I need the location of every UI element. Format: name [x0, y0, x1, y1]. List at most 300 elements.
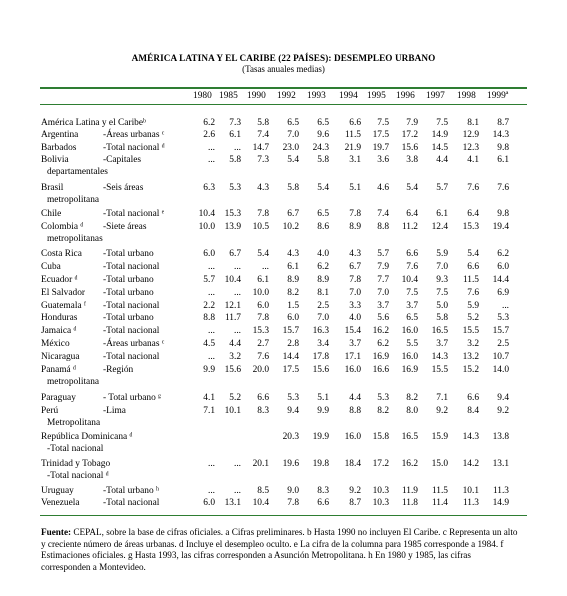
rate-cell: 5.8: [436, 313, 448, 323]
coverage-label: -Total urbano: [103, 249, 154, 259]
rate-cell: 8.9: [317, 275, 329, 285]
country-label: Barbados: [41, 143, 77, 153]
rate-cell: 24.3: [312, 143, 329, 153]
rate-cell: 4.3: [287, 249, 299, 259]
rate-cell: 7.8: [257, 313, 269, 323]
rate-cell: ...: [233, 288, 241, 298]
rate-cell: 7.0: [287, 130, 299, 140]
rate-cell: 6.6: [467, 262, 479, 272]
rate-cell: 8.7: [497, 118, 509, 128]
coverage-label: -Total nacional ᵈ: [103, 143, 165, 153]
rate-cell: 10.7: [492, 352, 509, 362]
rate-cell: 6.6: [467, 393, 479, 403]
rate-cell: 5.3: [377, 393, 389, 403]
rate-cell: 7.8: [257, 209, 269, 219]
rate-cell: 6.0: [257, 301, 269, 311]
rate-cell: 9.6: [317, 130, 329, 140]
rate-cell: 6.6: [317, 498, 329, 508]
rate-cell: 11.5: [344, 130, 361, 140]
rate-cell: 16.3: [312, 326, 329, 336]
coverage-label: -Siete áreas: [103, 222, 147, 232]
rate-cell: 4.4: [349, 393, 361, 403]
rate-cell: 5.0: [436, 301, 448, 311]
rate-cell: 5.4: [317, 183, 329, 193]
rate-cell: 14.9: [431, 130, 448, 140]
country-label: República Dominicana ᵈ: [41, 432, 133, 442]
rate-cell: 4.0: [349, 313, 361, 323]
rate-cell: 5.1: [349, 183, 361, 193]
rate-cell: 5.4: [287, 155, 299, 165]
rate-cell: 5.6: [377, 313, 389, 323]
rate-cell: 6.5: [317, 118, 329, 128]
rate-cell: 4.0: [317, 249, 329, 259]
rate-cell: 15.5: [462, 326, 479, 336]
rate-cell: 6.2: [203, 118, 215, 128]
country-label: Uruguay: [41, 486, 74, 496]
footnote-label: Fuente:: [41, 527, 72, 537]
rate-cell: 3.1: [349, 155, 361, 165]
rate-cell: 6.6: [349, 118, 361, 128]
rate-cell: 6.5: [406, 313, 418, 323]
rate-cell: 6.1: [497, 155, 509, 165]
rate-cell: ...: [207, 288, 215, 298]
rate-cell: 7.0: [349, 288, 361, 298]
rate-cell: 7.5: [377, 118, 389, 128]
rate-cell: 8.9: [349, 222, 361, 232]
rate-cell: 11.3: [462, 498, 479, 508]
rate-cell: 4.3: [257, 183, 269, 193]
rate-cell: 13.9: [224, 222, 241, 232]
rate-cell: 10.3: [372, 486, 389, 496]
coverage-label-continued: metropolitana: [47, 377, 100, 387]
rate-cell: 8.5: [257, 486, 269, 496]
rate-cell: 10.3: [372, 498, 389, 508]
rate-cell: 11.5: [431, 486, 448, 496]
rate-cell: ...: [233, 459, 241, 469]
rate-cell: 8.8: [377, 222, 389, 232]
rate-cell: 5.7: [436, 183, 448, 193]
rate-cell: 16.9: [372, 352, 389, 362]
rate-cell: 13.1: [492, 459, 509, 469]
rate-cell: 8.2: [377, 406, 389, 416]
rate-cell: 7.3: [257, 155, 269, 165]
rate-cell: 5.7: [377, 249, 389, 259]
rate-cell: 7.0: [377, 288, 389, 298]
rate-cell: 5.1: [317, 393, 329, 403]
rate-cell: 16.0: [344, 365, 361, 375]
coverage-label: -Total nacional: [103, 301, 160, 311]
rate-cell: 7.1: [436, 393, 448, 403]
rate-cell: 15.3: [252, 326, 269, 336]
country-label: Venezuela: [41, 498, 80, 508]
rate-cell: 5.8: [257, 118, 269, 128]
rate-cell: 17.2: [372, 459, 389, 469]
rate-cell: 14.9: [492, 498, 509, 508]
rate-cell: 10.5: [252, 222, 269, 232]
rate-cell: 10.1: [224, 406, 241, 416]
rate-cell: 6.1: [229, 130, 241, 140]
coverage-label-continued: metropolitanas: [47, 234, 103, 244]
rate-cell: 15.8: [372, 432, 389, 442]
coverage-label: -Total urbano: [103, 275, 154, 285]
coverage-label: -Capitales: [103, 155, 142, 165]
country-label: Argentina: [41, 130, 79, 140]
rate-cell: 6.1: [287, 262, 299, 272]
country-label: El Salvador: [41, 288, 86, 298]
rate-cell: 8.1: [467, 118, 479, 128]
rate-cell: 12.3: [462, 143, 479, 153]
footnote: [41, 527, 521, 573]
rate-cell: ...: [207, 143, 215, 153]
rate-cell: 7.8: [349, 209, 361, 219]
rate-cell: ...: [207, 326, 215, 336]
rate-cell: 7.6: [257, 352, 269, 362]
rate-cell: 4.3: [349, 249, 361, 259]
country-label: Brasil: [41, 183, 64, 193]
rate-cell: ...: [233, 326, 241, 336]
rate-cell: 6.0: [287, 313, 299, 323]
rate-cell: 19.9: [312, 432, 329, 442]
rate-cell: 6.1: [257, 275, 269, 285]
rate-cell: 14.4: [492, 275, 509, 285]
rate-cell: 7.5: [436, 118, 448, 128]
rate-cell: 11.4: [431, 498, 448, 508]
rate-cell: 5.8: [229, 155, 241, 165]
rate-cell: 11.7: [224, 313, 241, 323]
rate-cell: 7.6: [467, 288, 479, 298]
rate-cell: 6.6: [257, 393, 269, 403]
rate-cell: 9.2: [349, 486, 361, 496]
rate-cell: ...: [233, 143, 241, 153]
coverage-label-continued: -Total nacional: [47, 444, 104, 454]
rate-cell: 15.5: [431, 365, 448, 375]
rate-cell: 3.6: [377, 155, 389, 165]
rate-cell: 12.9: [462, 130, 479, 140]
rate-cell: 8.7: [349, 498, 361, 508]
rate-cell: ...: [207, 486, 215, 496]
rate-cell: 17.2: [401, 130, 418, 140]
country-label: Ecuador ᵈ: [41, 275, 78, 285]
rate-cell: 6.5: [287, 118, 299, 128]
rate-cell: 2.7: [257, 339, 269, 349]
country-label: Panamá ᵈ: [41, 365, 76, 375]
rate-cell: 2.2: [203, 301, 215, 311]
rate-cell: ...: [233, 486, 241, 496]
rate-cell: 6.4: [406, 209, 418, 219]
rate-cell: 5.3: [229, 183, 241, 193]
rate-cell: 11.9: [401, 486, 418, 496]
rate-cell: 5.5: [406, 339, 418, 349]
rate-cell: 15.7: [282, 326, 299, 336]
rate-cell: 16.9: [401, 365, 418, 375]
rate-cell: 3.2: [229, 352, 241, 362]
rate-cell: 8.4: [467, 406, 479, 416]
rate-cell: 3.7: [436, 339, 448, 349]
rate-cell: 7.6: [497, 183, 509, 193]
rate-cell: 16.6: [372, 365, 389, 375]
rate-cell: 9.0: [287, 486, 299, 496]
top-rule: [40, 87, 527, 89]
rate-cell: 5.2: [229, 393, 241, 403]
year-header-6: 1995: [367, 91, 386, 101]
coverage-label: - Total urbano ᵍ: [103, 393, 161, 403]
year-header-1: 1985: [219, 91, 238, 101]
country-label: Bolivia: [41, 155, 69, 165]
rate-cell: 19.4: [492, 222, 509, 232]
table-title: AMÉRICA LATINA Y EL CARIBE (22 PAÍSES): DESEMPLEO URBANO: [131, 53, 436, 63]
rate-cell: 7.5: [436, 288, 448, 298]
rate-cell: 7.0: [317, 313, 329, 323]
rate-cell: 14.0: [492, 365, 509, 375]
coverage-label: -Seis áreas: [103, 183, 144, 193]
rate-cell: 14.4: [282, 352, 299, 362]
rate-cell: 10.1: [462, 486, 479, 496]
rate-cell: 6.4: [467, 209, 479, 219]
rate-cell: 17.8: [312, 352, 329, 362]
rate-cell: 10.4: [198, 209, 215, 219]
rate-cell: 7.0: [436, 262, 448, 272]
country-label: México: [41, 339, 70, 349]
rate-cell: 11.8: [401, 498, 418, 508]
rate-cell: 7.9: [377, 262, 389, 272]
rate-cell: 10.0: [252, 288, 269, 298]
year-header-7: 1996: [396, 91, 415, 101]
rate-cell: 15.9: [431, 432, 448, 442]
year-header-10: 1999ª: [487, 91, 509, 101]
coverage-label: -Total nacional ᵉ: [103, 209, 165, 219]
year-header-0: 1980: [193, 91, 212, 101]
rate-cell: 8.0: [406, 406, 418, 416]
rate-cell: 16.2: [372, 326, 389, 336]
table-subtitle: (Tasas anuales medias): [242, 64, 325, 74]
rate-cell: 2.6: [203, 130, 215, 140]
rate-cell: 8.2: [287, 288, 299, 298]
coverage-label: -Total nacional: [103, 498, 160, 508]
coverage-label: -Región: [103, 365, 134, 375]
country-label: Paraguay: [41, 393, 76, 403]
rate-cell: ...: [501, 301, 509, 311]
year-header-4: 1993: [307, 91, 326, 101]
rate-cell: 10.2: [282, 222, 299, 232]
rate-cell: 4.4: [436, 155, 448, 165]
rate-cell: 8.8: [349, 406, 361, 416]
rate-cell: 5.4: [406, 183, 418, 193]
rate-cell: 15.4: [344, 326, 361, 336]
rate-cell: 5.8: [317, 155, 329, 165]
rate-cell: 7.6: [467, 183, 479, 193]
rate-cell: 21.9: [344, 143, 361, 153]
rate-cell: 8.3: [257, 406, 269, 416]
rate-cell: 15.7: [492, 326, 509, 336]
rate-cell: 4.4: [229, 339, 241, 349]
rate-cell: 4.1: [467, 155, 479, 165]
rate-cell: 12.1: [224, 301, 241, 311]
rate-cell: 10.0: [198, 222, 215, 232]
coverage-label-continued: Metropolitana: [47, 418, 101, 428]
rate-cell: ...: [207, 262, 215, 272]
rate-cell: 9.2: [497, 406, 509, 416]
rate-cell: ...: [207, 352, 215, 362]
rate-cell: 12.4: [431, 222, 448, 232]
rate-cell: 5.3: [497, 313, 509, 323]
rate-cell: 3.7: [349, 339, 361, 349]
country-label: Nicaragua: [41, 352, 80, 362]
rate-cell: 16.5: [401, 432, 418, 442]
rate-cell: 10.4: [252, 498, 269, 508]
country-label: América Latina y el Caribeᵇ: [41, 118, 146, 128]
rate-cell: 19.6: [282, 459, 299, 469]
coverage-label: -Total nacional: [103, 262, 160, 272]
rate-cell: 18.4: [344, 459, 361, 469]
coverage-label: -Total urbano ʰ: [103, 486, 159, 496]
rate-cell: 3.3: [349, 301, 361, 311]
rate-cell: 14.7: [252, 143, 269, 153]
rate-cell: 7.8: [287, 498, 299, 508]
rate-cell: 6.0: [203, 249, 215, 259]
coverage-label: -Áreas urbanas ᶜ: [103, 130, 165, 140]
country-label: Colombia ᵈ: [41, 222, 84, 232]
rate-cell: 15.2: [462, 365, 479, 375]
rate-cell: 19.7: [372, 143, 389, 153]
rate-cell: 6.0: [497, 262, 509, 272]
country-label: Costa Rica: [41, 249, 82, 259]
country-label: Cuba: [41, 262, 61, 272]
rate-cell: ...: [207, 459, 215, 469]
year-header-9: 1998: [457, 91, 476, 101]
rate-cell: ...: [233, 262, 241, 272]
coverage-label: -Total urbano: [103, 288, 154, 298]
coverage-label: -Total nacional: [103, 326, 160, 336]
rate-cell: 16.2: [401, 459, 418, 469]
rate-cell: 4.6: [377, 183, 389, 193]
rate-cell: 16.0: [344, 432, 361, 442]
rate-cell: 10.4: [401, 275, 418, 285]
rate-cell: 23.0: [282, 143, 299, 153]
rate-cell: 6.7: [349, 262, 361, 272]
coverage-label: -Total nacional: [103, 352, 160, 362]
rate-cell: 5.9: [436, 249, 448, 259]
rate-cell: 11.5: [462, 275, 479, 285]
year-header-2: 1990: [247, 91, 266, 101]
rate-cell: 7.4: [377, 209, 389, 219]
rate-cell: 17.5: [282, 365, 299, 375]
rate-cell: 8.9: [287, 275, 299, 285]
rate-cell: 2.5: [497, 339, 509, 349]
rate-cell: 17.1: [344, 352, 361, 362]
rate-cell: 6.1: [436, 209, 448, 219]
rate-cell: 10.4: [224, 275, 241, 285]
rate-cell: 9.4: [497, 393, 509, 403]
rate-cell: 6.7: [229, 249, 241, 259]
rate-cell: 15.0: [431, 459, 448, 469]
rate-cell: 7.5: [406, 288, 418, 298]
rate-cell: 8.3: [317, 486, 329, 496]
rate-cell: ...: [207, 155, 215, 165]
country-label: Chile: [41, 209, 62, 219]
rate-cell: 15.6: [401, 143, 418, 153]
rate-cell: 3.2: [467, 339, 479, 349]
rate-cell: 7.9: [406, 118, 418, 128]
rate-cell: 6.5: [317, 209, 329, 219]
rate-cell: 6.9: [497, 288, 509, 298]
rate-cell: 2.5: [317, 301, 329, 311]
rate-cell: 4.1: [203, 393, 215, 403]
rate-cell: 9.3: [436, 275, 448, 285]
rate-cell: 7.3: [229, 118, 241, 128]
country-label: Guatemala ᶠ: [41, 301, 86, 311]
rate-cell: 6.7: [287, 209, 299, 219]
rate-cell: 6.2: [377, 339, 389, 349]
year-header-5: 1994: [339, 91, 358, 101]
rate-cell: 8.6: [317, 222, 329, 232]
rate-cell: 7.8: [349, 275, 361, 285]
rate-cell: 15.6: [224, 365, 241, 375]
country-label: Honduras: [41, 313, 78, 323]
rate-cell: 3.8: [406, 155, 418, 165]
rate-cell: 16.0: [401, 326, 418, 336]
rate-cell: 5.4: [257, 249, 269, 259]
year-header-8: 1997: [426, 91, 445, 101]
rate-cell: 9.9: [203, 365, 215, 375]
rate-cell: 9.4: [287, 406, 299, 416]
rate-cell: 15.3: [462, 222, 479, 232]
country-label: Perú: [41, 406, 59, 416]
rate-cell: 15.3: [224, 209, 241, 219]
rate-cell: 5.3: [287, 393, 299, 403]
rate-cell: 9.2: [436, 406, 448, 416]
rate-cell: 8.8: [203, 313, 215, 323]
rate-cell: 11.2: [401, 222, 418, 232]
rate-cell: 6.6: [406, 249, 418, 259]
rate-cell: 15.6: [312, 365, 329, 375]
rate-cell: 13.8: [492, 432, 509, 442]
rate-cell: 19.8: [312, 459, 329, 469]
rate-cell: 9.8: [497, 209, 509, 219]
coverage-label: -Total urbano: [103, 313, 154, 323]
rate-cell: 3.4: [317, 339, 329, 349]
rate-cell: 3.7: [406, 301, 418, 311]
header-rule: [40, 104, 527, 105]
rate-cell: 20.0: [252, 365, 269, 375]
coverage-label: -Lima: [103, 406, 126, 416]
rate-cell: 8.2: [406, 393, 418, 403]
rate-cell: 1.5: [287, 301, 299, 311]
rate-cell: 4.5: [203, 339, 215, 349]
rate-cell: ...: [261, 262, 269, 272]
rate-cell: 5.7: [203, 275, 215, 285]
rate-cell: 8.1: [317, 288, 329, 298]
rate-cell: 13.1: [224, 498, 241, 508]
rate-cell: 14.3: [492, 130, 509, 140]
rate-cell: 6.2: [497, 249, 509, 259]
coverage-label-continued: metropolitana: [47, 195, 100, 205]
rate-cell: 7.7: [377, 275, 389, 285]
rate-cell: 2.8: [287, 339, 299, 349]
rate-cell: 17.5: [372, 130, 389, 140]
coverage-label: -Áreas urbanas ᶜ: [103, 339, 165, 349]
rate-cell: 5.2: [467, 313, 479, 323]
rate-cell: 20.1: [252, 459, 269, 469]
rate-cell: 14.3: [462, 432, 479, 442]
footnote-text: CEPAL, sobre la base de cifras oficiales. a Cifras preliminares. b Hasta 1990 no incluyen El Caribe. c Representa un alto y creciente número de áreas urbanas. d Incluye el desempleo oculto. e La cifra de la columna para 1985 corresponde a 1984. f Estimaciones oficiales. g Hasta 1993, las cifras corresponden a Asunción Metropolitana. h En 1980 y 1985, las cifras corresponden a Montevideo.: [41, 527, 518, 572]
rate-cell: 5.9: [467, 301, 479, 311]
rate-cell: 14.2: [462, 459, 479, 469]
rate-cell: 5.4: [467, 249, 479, 259]
rate-cell: 16.5: [431, 326, 448, 336]
country-label: Jamaica ᵈ: [41, 326, 77, 336]
rate-cell: 6.0: [203, 498, 215, 508]
year-header-3: 1992: [277, 91, 296, 101]
